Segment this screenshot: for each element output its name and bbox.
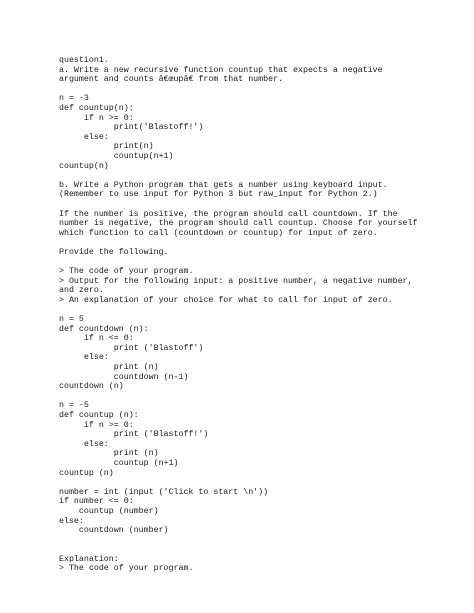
text-line: countdown (n) bbox=[59, 382, 124, 392]
paragraph-gap bbox=[59, 545, 459, 555]
text-block bbox=[59, 267, 459, 305]
text-line: if number <= 0: bbox=[59, 497, 134, 507]
text-line: > Output for the following input: a positive number, a negative number, bbox=[59, 276, 413, 286]
text-line: n = -5 bbox=[59, 401, 89, 411]
text-line: > An explanation of your choice for what to call for input of zero. bbox=[59, 295, 393, 305]
text-line: question1. bbox=[59, 56, 109, 65]
text-line: print ('Blastoff!') bbox=[59, 430, 209, 440]
text-line: else: bbox=[59, 516, 84, 526]
text-line: and zero. bbox=[59, 286, 104, 296]
text-line: Provide the following. bbox=[59, 247, 169, 257]
paragraph-gap bbox=[59, 392, 459, 402]
text-line: else: bbox=[59, 353, 109, 363]
text-line: number = int (input ('Click to start \n')) bbox=[59, 487, 269, 497]
text-line: which function to call (countdown or countup) for input of zero. bbox=[59, 228, 378, 238]
text-line: print (n) bbox=[59, 363, 159, 372]
text-line: print('Blastoff!') bbox=[59, 123, 204, 133]
paragraph-gap bbox=[59, 85, 459, 95]
text-line: > The code of your program. bbox=[59, 267, 194, 277]
text-line: number is negative, the program should call countup. Choose for yourself bbox=[59, 219, 418, 229]
text-line: > The code of your program. bbox=[59, 564, 194, 574]
text-block bbox=[59, 555, 459, 574]
text-line: countdown (number) bbox=[59, 526, 169, 536]
text-line: def countup(n): bbox=[59, 103, 134, 113]
text-line: countup (n+1) bbox=[59, 458, 179, 468]
text-line: def countup (n): bbox=[59, 410, 139, 420]
text-block bbox=[59, 315, 459, 392]
text-line: countup (n) bbox=[59, 468, 114, 478]
text-line: countup(n+1) bbox=[59, 151, 174, 161]
text-line: countup (number) bbox=[59, 506, 159, 516]
document-body bbox=[59, 56, 459, 574]
text-line: print(n) bbox=[59, 142, 154, 152]
text-line: n = -3 bbox=[59, 94, 89, 104]
text-line: a. Write a new recursive function countup that expects a negative bbox=[59, 65, 383, 75]
text-line: Explanation: bbox=[59, 554, 119, 564]
text-line: If the number is positive, the program should call countdown. If the bbox=[59, 209, 398, 219]
text-block bbox=[59, 181, 459, 200]
text-line: else: bbox=[59, 132, 109, 142]
text-line: print (n) bbox=[59, 449, 159, 459]
text-line: def countdown (n): bbox=[59, 324, 149, 334]
paragraph-gap bbox=[59, 478, 459, 488]
text-block bbox=[59, 401, 459, 478]
text-line: (Remember to use input for Python 3 but raw_input for Python 2.) bbox=[59, 190, 378, 200]
paragraph-gap bbox=[59, 305, 459, 315]
text-line: if n >= 0: bbox=[59, 113, 134, 123]
paragraph-gap bbox=[59, 238, 459, 248]
text-block bbox=[59, 488, 459, 536]
text-line: print ('Blastoff') bbox=[59, 343, 204, 353]
text-line: countdown (n-1) bbox=[59, 372, 189, 382]
text-line: else: bbox=[59, 439, 109, 449]
text-block bbox=[59, 56, 459, 85]
paragraph-gap bbox=[59, 536, 459, 546]
text-line: b. Write a Python program that gets a number using keyboard input. bbox=[59, 180, 388, 190]
paragraph-gap bbox=[59, 257, 459, 267]
text-line: if n >= 0: bbox=[59, 420, 134, 430]
paragraph-gap bbox=[59, 200, 459, 210]
text-line: if n <= 0: bbox=[59, 334, 134, 344]
text-block bbox=[59, 94, 459, 171]
text-block bbox=[59, 248, 459, 258]
text-line: n = 5 bbox=[59, 315, 84, 325]
text-line: argument and counts â€œupâ€ from that number. bbox=[59, 75, 284, 85]
text-line: countup(n) bbox=[59, 161, 109, 171]
paragraph-gap bbox=[59, 171, 459, 181]
text-block bbox=[59, 210, 459, 239]
